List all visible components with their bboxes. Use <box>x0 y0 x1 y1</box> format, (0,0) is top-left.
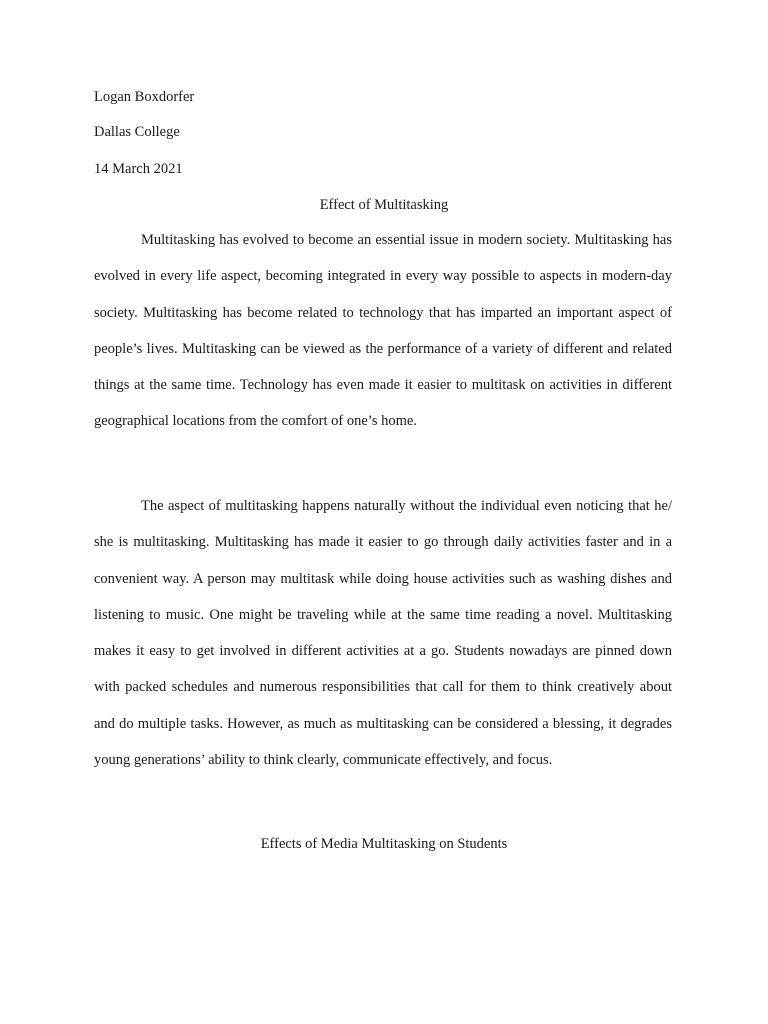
document-date: 14 March 2021 <box>94 161 183 177</box>
section-heading: Effects of Media Multitasking on Students <box>260 836 508 852</box>
institution-name: Dallas College <box>94 124 180 140</box>
document-title: Effect of Multitasking <box>319 197 449 213</box>
author-name: Logan Boxdorfer <box>94 89 195 105</box>
paragraph-text: The aspect of multitasking happens naturally without the individual even noticing that he/ she is multitasking. Multitasking has made it easier to go through daily activities faster and in a convenient way. A person may multitask while doing house activities such as washing dishes and listening to music. One might be traveling while at the same time reading a novel. Multitasking makes it easy to get involved in different activities at a go. Students nowadays are pinned down with packed schedules and numerous responsibilities that call for them to think creatively about and do multiple tasks. However, as much as multitasking can be considered a blessing, it degrades young generations’ ability to think clearly, communicate effectively, and focus. <box>94 498 672 769</box>
body-paragraph-2 <box>94 488 672 778</box>
paragraph-text: Multitasking has evolved to become an essential issue in modern society. Multitasking has evolved in every life aspect, becoming integrated in every way possible to aspects in modern-day society. Multitasking has become related to technology that has imparted an important aspect of people’s lives. Multitasking can be viewed as the performance of a variety of different and related things at the same time. Technology has even made it easier to multitask on activities in different geographical locations from the comfort of one’s home. <box>94 232 672 430</box>
body-paragraph-1 <box>94 222 672 440</box>
